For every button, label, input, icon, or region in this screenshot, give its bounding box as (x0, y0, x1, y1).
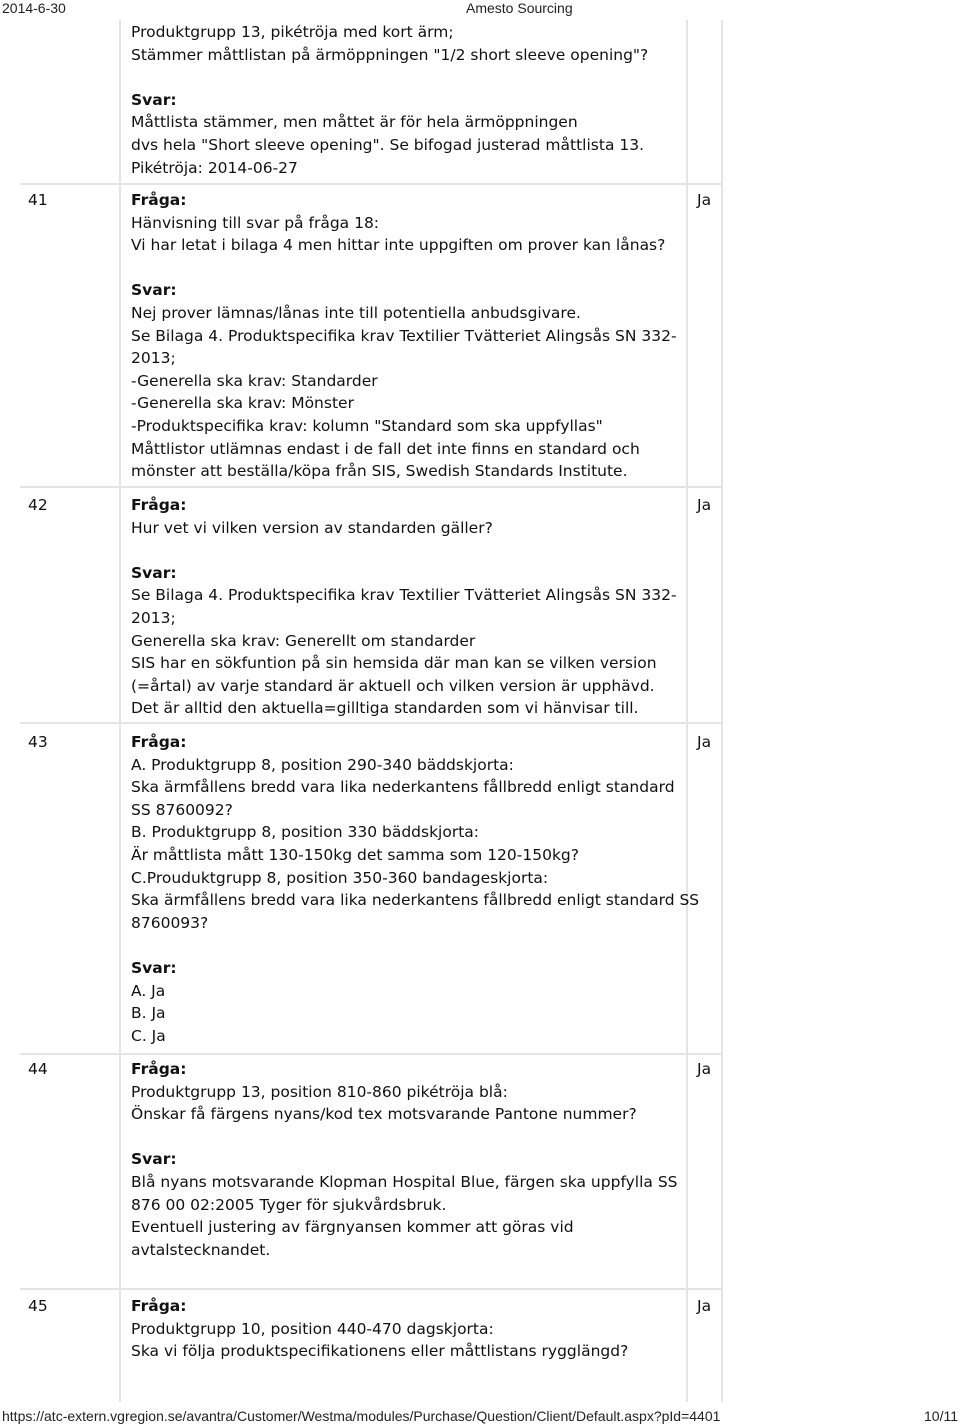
answer-text: Se Bilaga 4. Produktspecifika krav Textilier Tvätteriet Alingsås SN 332- (131, 586, 677, 605)
question-text: Hur vet vi vilken version av standarden gäller? (131, 518, 493, 537)
question-answer-cell (131, 731, 700, 1047)
answer-text: mönster att beställa/köpa från SIS, Swedish Standards Institute. (131, 462, 628, 481)
row-divider (20, 1288, 723, 1290)
answer-text: avtalstecknandet. (131, 1240, 271, 1259)
answer-text: 2013; (131, 349, 176, 368)
question-text: Hänvisning till svar på fråga 18: (131, 213, 380, 232)
answer-text: A. Ja (131, 981, 166, 1000)
question-label: Fråga: (131, 1060, 187, 1078)
answer-label: Svar: (131, 281, 177, 300)
question-text: C.Prouduktgrupp 8, position 350-360 bandageskjorta: (131, 868, 549, 887)
answer-text: -Generella ska krav: Mönster (131, 394, 354, 413)
row-number: 43 (28, 733, 48, 751)
column-divider-left (119, 20, 121, 1402)
table-right-border (721, 20, 723, 1402)
answer-text: dvs hela "Short sleeve opening". Se bifogad justerad måttlista 13. (131, 135, 645, 154)
answer-text: Det är alltid den aktuella=gilltiga standarden som vi hänvisar till. (131, 699, 639, 718)
page-number: 10/11 (924, 1408, 958, 1424)
row-answer-status: Ja (697, 1060, 712, 1078)
row-answer-status: Ja (697, 733, 712, 751)
question-answer-cell (131, 494, 691, 720)
question-answer-cell (131, 21, 691, 179)
answer-text: Måttlistor utlämnas endast i de fall det inte finns en standard och (131, 439, 640, 458)
question-label: Fråga: (131, 733, 187, 751)
answer-text: B. Ja (131, 1004, 166, 1023)
question-label: Fråga: (131, 191, 187, 209)
answer-text: SIS har en sökfuntion på sin hemsida där man kan se vilken version (131, 654, 657, 673)
answer-label: Svar: (131, 90, 177, 109)
row-number: 41 (28, 191, 48, 209)
page-header-title: Amesto Sourcing (466, 0, 573, 16)
row-answer-status: Ja (697, 191, 712, 209)
answer-label: Svar: (131, 563, 177, 582)
answer-label: Svar: (131, 958, 177, 977)
question-text: Produktgrupp 10, position 440-470 dagskjorta: (131, 1319, 494, 1338)
row-number: 45 (28, 1297, 48, 1315)
answer-text: 2013; (131, 608, 176, 627)
answer-text: Nej prover lämnas/lånas inte till potentiella anbudsgivare. (131, 303, 581, 322)
answer-text: Generella ska krav: Generellt om standarder (131, 631, 476, 650)
question-text: SS 8760092? (131, 800, 233, 819)
row-number: 44 (28, 1060, 48, 1078)
row-divider (20, 183, 723, 185)
question-text: Stämmer måttlistan på ärmöppningen "1/2 short sleeve opening"? (131, 45, 649, 64)
answer-text: Se Bilaga 4. Produktspecifika krav Textilier Tvätteriet Alingsås SN 332- (131, 326, 677, 345)
answer-text: C. Ja (131, 1026, 166, 1045)
question-answer-cell (131, 1058, 691, 1261)
row-answer-status: Ja (697, 1297, 712, 1315)
answer-text: Pikétröja: 2014-06-27 (131, 158, 298, 177)
answer-text: Blå nyans motsvarande Klopman Hospital Blue, färgen ska uppfylla SS (131, 1172, 678, 1191)
row-divider (20, 722, 723, 724)
page-url[interactable]: https://atc-extern.vgregion.se/avantra/Customer/Westma/modules/Purchase/Question/Client/Default.aspx?pId=4401 (2, 1408, 721, 1424)
question-text: Önskar få färgens nyans/kod tex motsvarande Pantone nummer? (131, 1105, 637, 1124)
question-text: Ska ärmfållens bredd vara lika nederkantens fållbredd enligt standard SS (131, 891, 700, 910)
question-text: Vi har letat i bilaga 4 men hittar inte uppgiften om prover kan lånas? (131, 236, 666, 255)
row-answer-status: Ja (697, 496, 712, 514)
answer-text: -Generella ska krav: Standarder (131, 371, 378, 390)
question-label: Fråga: (131, 1297, 187, 1315)
answer-text: Måttlista stämmer, men måttet är för hela ärmöppningen (131, 113, 578, 132)
question-text: Produktgrupp 13, pikétröja med kort ärm; (131, 23, 454, 41)
question-text: A. Produktgrupp 8, position 290-340 bäddskjorta: (131, 755, 514, 774)
row-divider (20, 486, 723, 488)
print-date: 2014-6-30 (2, 0, 66, 16)
question-answer-cell (131, 1295, 691, 1363)
question-text: Ska vi följa produktspecifikationens eller måttlistans rygglängd? (131, 1342, 629, 1361)
answer-text: 876 00 02:2005 Tyger för sjukvårdsbruk. (131, 1195, 447, 1214)
answer-text: (=årtal) av varje standard är aktuell och vilken version är upphävd. (131, 676, 655, 695)
row-number: 42 (28, 496, 48, 514)
answer-text: Eventuell justering av färgnyansen kommer att göras vid (131, 1218, 574, 1237)
question-text: Ska ärmfållens bredd vara lika nederkantens fållbredd enligt standard (131, 778, 675, 797)
answer-label: Svar: (131, 1150, 177, 1169)
question-text: Produktgrupp 13, position 810-860 pikétröja blå: (131, 1082, 508, 1101)
question-answer-cell (131, 189, 691, 483)
question-text: Är måttlista mått 130-150kg det samma som 120-150kg? (131, 845, 579, 864)
question-label: Fråga: (131, 496, 187, 514)
row-divider (20, 1053, 723, 1055)
question-text: B. Produktgrupp 8, position 330 bäddskjorta: (131, 823, 480, 842)
answer-text: -Produktspecifika krav: kolumn "Standard som ska uppfyllas" (131, 416, 603, 435)
question-text: 8760093? (131, 913, 209, 932)
